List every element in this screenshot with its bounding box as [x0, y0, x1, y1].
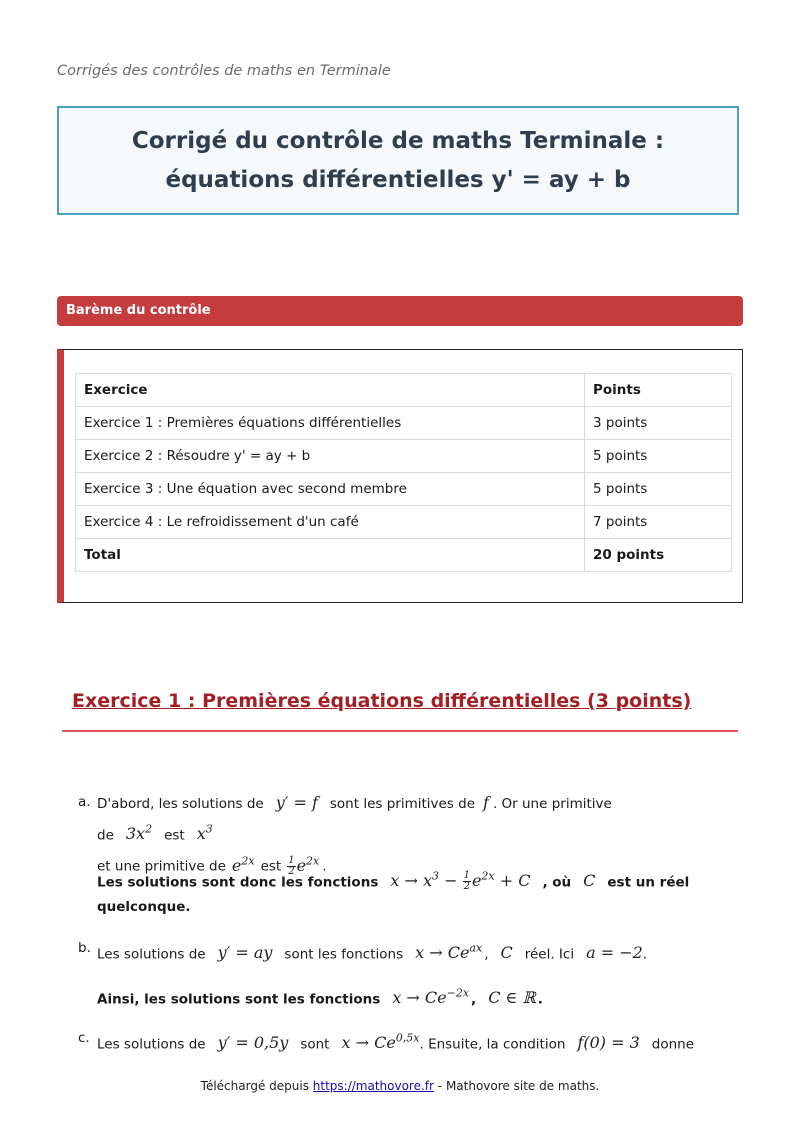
answer-text: , — [471, 991, 477, 1008]
math-expression: $3x^2$ — [125, 823, 153, 844]
exercise1-divider — [62, 730, 738, 732]
page-title: Corrigé du contrôle de maths Terminale : équations différentielles y' = ay + b — [131, 127, 665, 193]
math-expression: $e^{2x}$ — [231, 854, 255, 875]
math-expression: $\frac{1}{2}$ $e^{2x}$ — [288, 854, 320, 877]
table-cell-points: 5 points — [585, 473, 732, 506]
answer-label: c. — [78, 1030, 90, 1046]
answer-text: . Ensuite, la condition — [419, 1036, 566, 1053]
answer-text: est — [260, 858, 282, 875]
answer-text: sont les primitives de — [329, 796, 476, 812]
column-header-points: Points — [585, 374, 732, 407]
table-row — [76, 506, 732, 539]
table-row — [76, 440, 732, 473]
answer-text: D'abord, les solutions de — [97, 796, 264, 812]
answer-text: est — [164, 827, 185, 844]
math-expression: C — [583, 871, 596, 891]
math-expression: y′ = 0,5y — [217, 1033, 289, 1053]
math-expression: $x \to Ce^{ax}$ — [415, 942, 483, 963]
table-cell-exercice: Exercice 3 : Une équation avec second membre — [76, 473, 585, 506]
table-row — [76, 407, 732, 440]
math-expression: $x \to Ce^{-2x}$ — [392, 987, 470, 1008]
answer-text: sont les fonctions — [284, 946, 404, 963]
table-cell-total-label: Total — [76, 539, 585, 572]
title-box — [57, 106, 739, 215]
table-cell-total-points: 20 points — [585, 539, 732, 572]
answer-text: . Or une primitive de — [97, 796, 612, 844]
math-expression: f(0) = 3 — [577, 1033, 640, 1053]
answer-label: a. — [78, 794, 91, 810]
math-expression: C ∈ ℝ — [488, 988, 536, 1008]
bareme-table-box — [57, 349, 743, 603]
footer-prefix: Téléchargé depuis — [200, 1079, 309, 1093]
answer-label: b. — [78, 940, 91, 956]
answer-text: , — [484, 946, 489, 963]
answer-text: . — [322, 858, 327, 875]
math-expression: y′ = ay — [217, 943, 273, 963]
table-cell-exercice: Exercice 1 : Premières équations différentielles — [76, 407, 585, 440]
bareme-table — [75, 373, 732, 572]
math-expression: C — [500, 943, 513, 963]
answer-text: Ainsi, les solutions sont les fonctions — [97, 991, 381, 1008]
table-header-row — [76, 374, 732, 407]
answer-text: et une primitive de — [97, 858, 226, 875]
answer-text: , où — [542, 874, 572, 891]
math-expression: y′ = f — [275, 793, 318, 812]
math-expression: f — [483, 793, 489, 812]
table-total-row — [76, 539, 732, 572]
math-expression: a = −2 — [586, 943, 643, 963]
page-footer — [0, 1079, 800, 1093]
table-cell-exercice: Exercice 4 : Le refroidissement d'un café — [76, 506, 585, 539]
answer-text: réel. Ici — [524, 946, 575, 963]
exercise1-title: Exercice 1 : Premières équations différentielles (3 points) — [72, 690, 692, 712]
answer-text: . — [537, 991, 543, 1008]
table-cell-points: 3 points — [585, 407, 732, 440]
math-expression: $x \to Ce^{0,5x}$ — [341, 1032, 420, 1053]
table-cell-points: 5 points — [585, 440, 732, 473]
answer-text: Les solutions de — [97, 946, 206, 963]
answer-text: . — [642, 946, 648, 963]
math-expression: $x^3$ — [196, 823, 213, 844]
answer-text: est un réel quelconque. — [97, 874, 690, 916]
table-cell-points: 7 points — [585, 506, 732, 539]
table-cell-exercice: Exercice 2 : Résoudre y' = ay + b — [76, 440, 585, 473]
bareme-header: Barème du contrôle — [57, 296, 743, 326]
math-expression: $x \to x^3$ − $\frac{1}{2}$ $e^{2x} + C$ — [390, 870, 531, 893]
answer-text: donne — [651, 1036, 695, 1053]
footer-link[interactable]: https://mathovore.fr — [312, 1079, 434, 1093]
column-header-exercice: Exercice — [76, 374, 585, 407]
footer-suffix: - Mathovore site de maths. — [437, 1079, 600, 1093]
answer-text: Les solutions de — [97, 1036, 206, 1053]
table-row — [76, 473, 732, 506]
page-subtitle: Corrigés des contrôles de maths en Terminale — [57, 63, 391, 79]
answer-text: sont — [300, 1036, 330, 1053]
answer-text: Les solutions sont donc les fonctions — [97, 874, 379, 891]
